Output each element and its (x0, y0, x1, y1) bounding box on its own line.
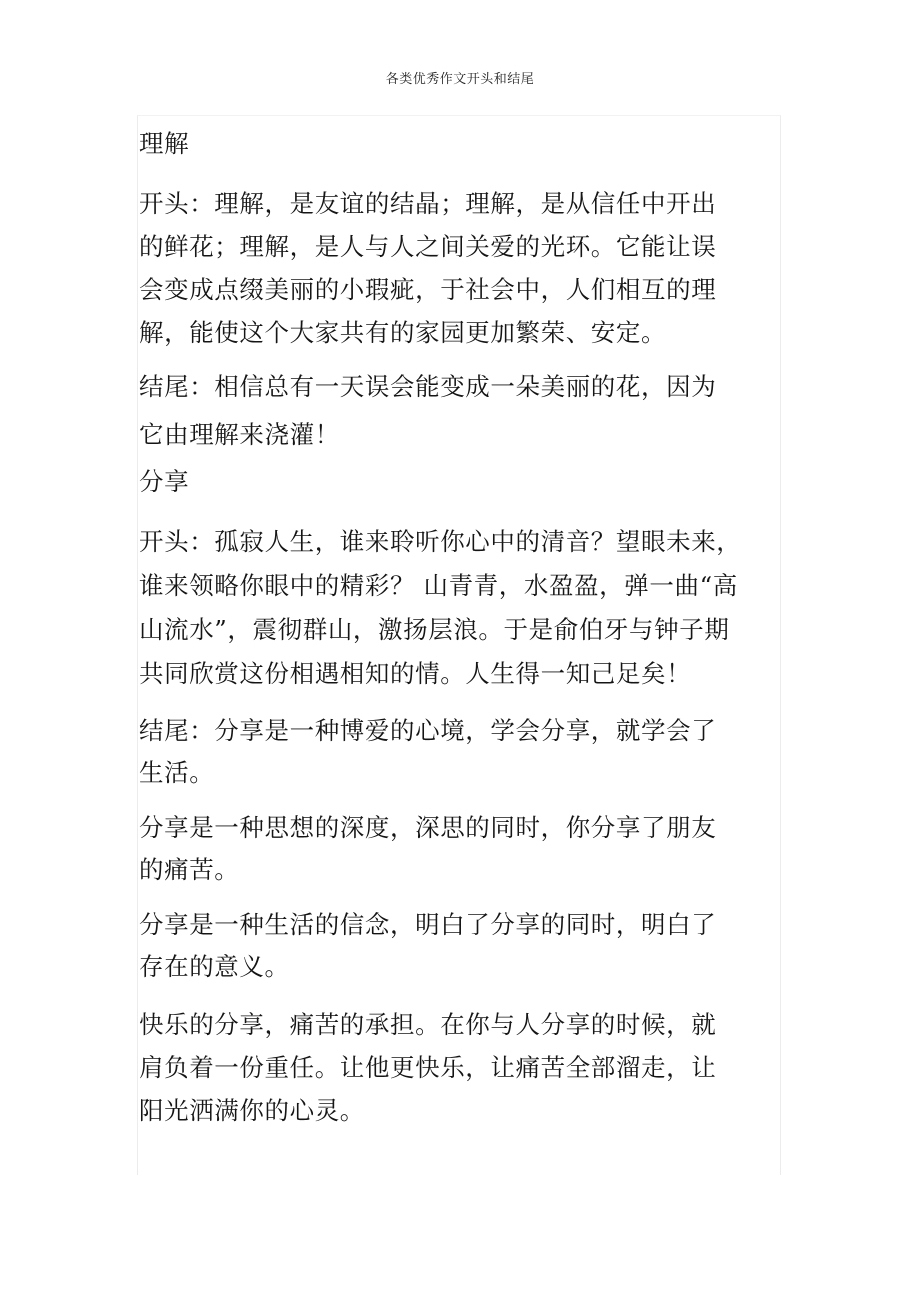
section-heading-sharing: 分享 (139, 467, 190, 496)
text-line: 分享是一种思想的深度，深思的同时，你分享了朋友 (139, 813, 717, 842)
text-line: 谁来领略你眼中的精彩？ 山青青，水盈盈，弹一曲“高 (139, 571, 738, 600)
text-line: 阳光洒满你的心灵。 (139, 1096, 365, 1125)
text-line: 共同欣赏这份相遇相知的情。人生得一知己足矣！ (139, 659, 692, 688)
text-line: 解，能使这个大家共有的家园更加繁荣、安定。 (139, 318, 667, 347)
text-line: 开头：理解，是友谊的结晶；理解，是从信任中开出 (139, 189, 717, 218)
running-header: 各类优秀作文开头和结尾 (385, 72, 535, 87)
text-line: 分享是一种生活的信念，明白了分享的同时，明白了 (139, 910, 717, 939)
text-line: 山流水”，震彻群山，激扬层浪。于是俞伯牙与钟子期 (139, 615, 730, 644)
text-line: 的鲜花；理解，是人与人之间关爱的光环。它能让误 (139, 232, 717, 261)
text-line: 会变成点缀美丽的小瑕疵，于社会中，人们相互的理 (139, 275, 717, 304)
text-line: 存在的意义。 (139, 952, 290, 981)
section-heading-understanding: 理解 (139, 129, 190, 158)
text-line: 生活。 (139, 758, 215, 787)
text-line: 肩负着一份重任。让他更快乐，让痛苦全部溜走，让 (139, 1053, 717, 1082)
text-line: 的痛苦。 (139, 855, 240, 884)
text-line: 它由理解来浇灌！ (139, 420, 340, 449)
text-line: 结尾：相信总有一天误会能变成一朵美丽的花，因为 (139, 372, 717, 401)
text-line: 开头：孤寂人生，谁来聆听你心中的清音？望眼未来， (139, 527, 742, 556)
text-line: 结尾：分享是一种博爱的心境，学会分享，就学会了 (139, 716, 717, 745)
text-line: 快乐的分享，痛苦的承担。在你与人分享的时候，就 (139, 1010, 717, 1039)
